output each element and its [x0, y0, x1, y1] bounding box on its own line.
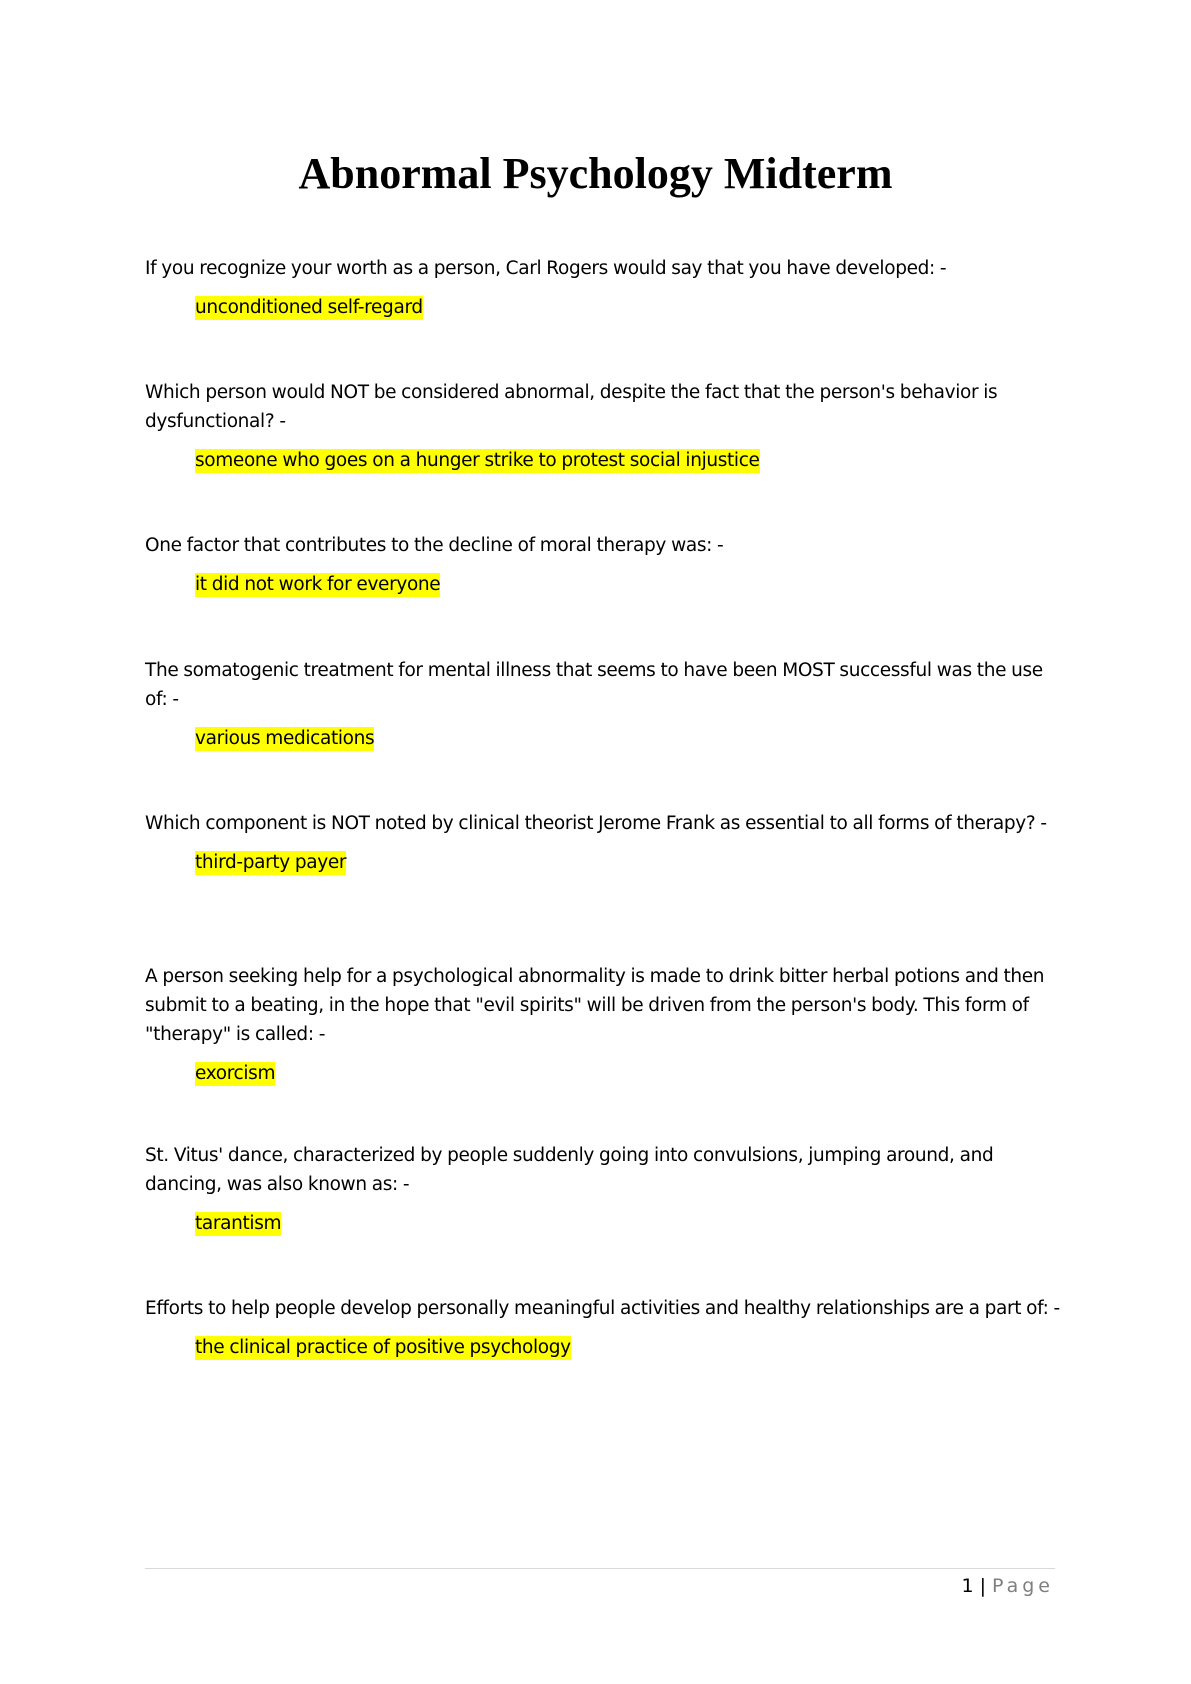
- qa-item: [145, 1141, 1060, 1238]
- question-text: If you recognize your worth as a person, Carl Rogers would say that you have developed: -: [145, 258, 947, 279]
- qa-item: [145, 656, 1060, 753]
- answer-line: [195, 293, 1060, 322]
- answer-line: [195, 1333, 1060, 1362]
- answer-line: [195, 570, 1060, 599]
- answer-line: [195, 724, 1060, 753]
- qa-item: [145, 254, 1060, 322]
- question-text: Which person would NOT be considered abnormal, despite the fact that the person's behavior is dysfunctional? -: [145, 382, 998, 432]
- highlighted-answer: unconditioned self-regard: [195, 297, 423, 318]
- highlighted-answer: various medications: [195, 728, 375, 749]
- qa-item: [145, 378, 1060, 475]
- page-label: Page: [992, 1575, 1054, 1597]
- question-text: A person seeking help for a psychological abnormality is made to drink bitter herbal potions and then submit to a beating, in the hope that "evil spirits" will be driven from the person's body. This form of "therapy" is called: -: [145, 966, 1045, 1045]
- highlighted-answer: tarantism: [195, 1213, 282, 1234]
- footer-divider: [145, 1568, 1055, 1569]
- qa-item: [145, 809, 1060, 877]
- highlighted-answer: it did not work for everyone: [195, 574, 441, 595]
- question-text: The somatogenic treatment for mental illness that seems to have been MOST successful was the use of: -: [145, 660, 1043, 710]
- qa-item: [145, 962, 1060, 1088]
- page-footer: [962, 1573, 1055, 1599]
- qa-item: [145, 1294, 1060, 1362]
- question-text: St. Vitus' dance, characterized by people suddenly going into convulsions, jumping around, and dancing, was also known as: -: [145, 1145, 994, 1195]
- answer-line: [195, 446, 1060, 475]
- footer-separator: |: [979, 1575, 986, 1597]
- question-text: One factor that contributes to the decline of moral therapy was: -: [145, 535, 724, 556]
- page-number: 1: [961, 1575, 974, 1597]
- highlighted-answer: third-party payer: [195, 852, 347, 873]
- qa-item: [145, 531, 1060, 599]
- question-text: Efforts to help people develop personally meaningful activities and healthy relationships are a part of: -: [145, 1298, 1060, 1319]
- highlighted-answer: exorcism: [195, 1063, 276, 1084]
- page-title: Abnormal Psychology Midterm: [298, 149, 893, 198]
- answer-line: [195, 848, 1060, 877]
- answer-line: [195, 1059, 1060, 1088]
- highlighted-answer: someone who goes on a hunger strike to protest social injustice: [195, 450, 760, 471]
- answer-line: [195, 1209, 1060, 1238]
- question-text: Which component is NOT noted by clinical theorist Jerome Frank as essential to all forms of therapy? -: [145, 813, 1047, 834]
- highlighted-answer: the clinical practice of positive psychology: [195, 1337, 571, 1358]
